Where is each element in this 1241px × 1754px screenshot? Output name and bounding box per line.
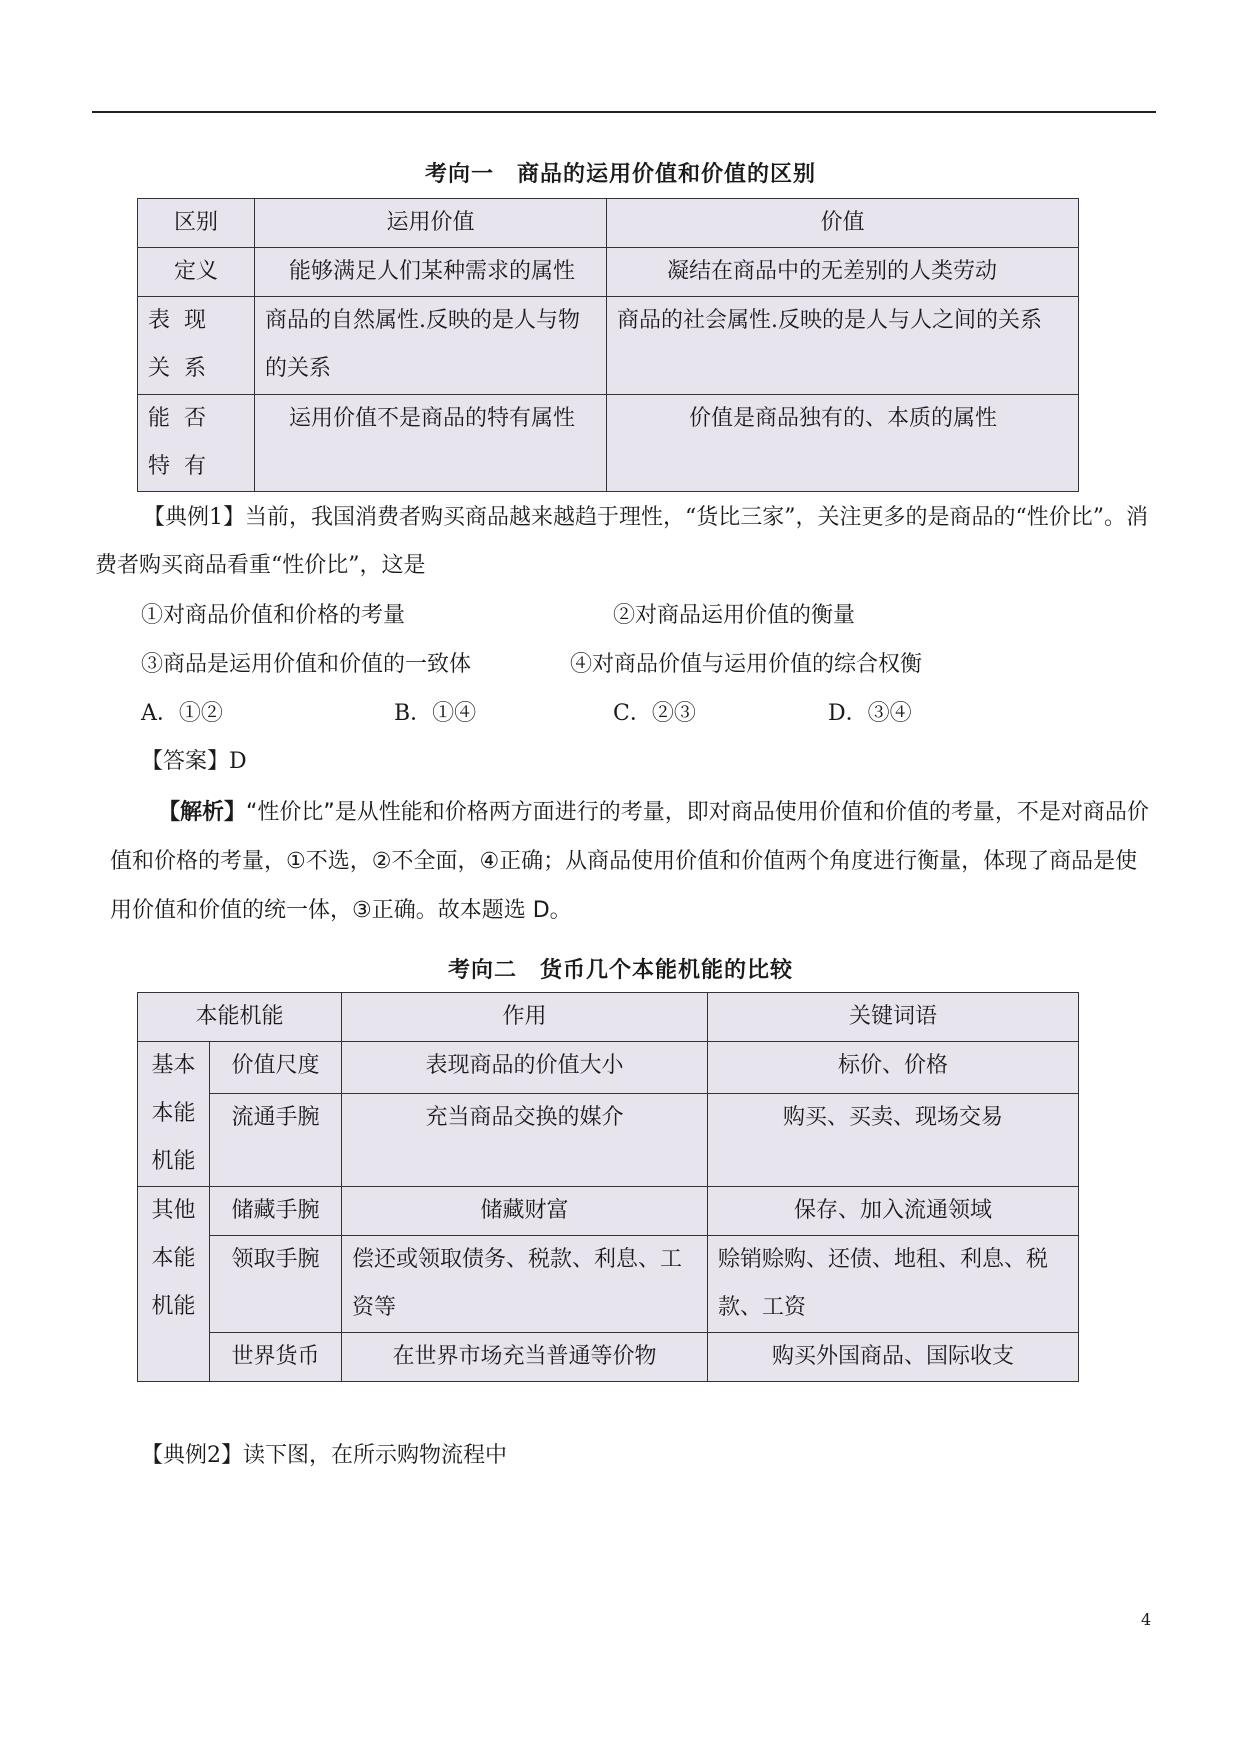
group-label-basic: 基本本能机能 xyxy=(138,1042,210,1187)
statement-4: ④对商品价值与运用价值的综合权衡 xyxy=(570,652,923,677)
function-keywords: 购买外国商品、国际收支 xyxy=(708,1333,1079,1382)
table-header: 价值 xyxy=(607,199,1079,248)
function-name: 储藏手腕 xyxy=(210,1187,342,1236)
table-cell: 商品的社会属性.反映的是人与人之间的关系 xyxy=(607,297,1079,395)
function-keywords: 购买、买卖、现场交易 xyxy=(708,1094,1079,1187)
example1-prompt: 【典例1】当前，我国消费者购买商品越来越趋于理性，“货比三家”，关注更多的是商品的“性价比”。消费者购买商品看重“性价比”，这是 xyxy=(95,505,1148,578)
statement-1: ①对商品价值和价格的考量 xyxy=(141,603,406,628)
group-label-other: 其他本能机能 xyxy=(138,1187,210,1382)
choice-a: A．①② xyxy=(141,701,223,726)
analysis xyxy=(110,788,1150,935)
function-effect: 表现商品的价值大小 xyxy=(342,1042,708,1094)
function-name: 世界货币 xyxy=(210,1333,342,1382)
table-cell: 商品的自然属性.反映的是人与物的关系 xyxy=(255,297,607,395)
statement-2: ②对商品运用价值的衡量 xyxy=(613,603,856,628)
table-header: 本能机能 xyxy=(138,993,342,1042)
table-cell: 能够满足人们某种需求的属性 xyxy=(255,248,607,297)
analysis-lead: 【解析】 xyxy=(158,800,247,825)
table-cell: 凝结在商品中的无差别的人类劳动 xyxy=(607,248,1079,297)
analysis-body: “性价比”是从性能和价格两方面进行的考量，即对商品使用价值和价值的考量，不是对商品价值和价格的考量，①不选，②不全面，④正确；从商品使用价值和价值两个角度进行衡量，体现了商品是使用价值和价值的统一体，③正确。故本题选 D。 xyxy=(110,800,1149,923)
table-cell: 价值是商品独有的、本质的属性 xyxy=(607,395,1079,492)
function-name: 领取手腕 xyxy=(210,1236,342,1333)
page-number: 4 xyxy=(1141,1610,1152,1629)
table-header: 区别 xyxy=(138,199,255,248)
section1-title: 考向一 商品的运用价值和价值的区别 xyxy=(424,162,816,187)
row-label: 定义 xyxy=(138,248,255,297)
row-label: 表现关系 xyxy=(138,297,255,395)
answer: 【答案】D xyxy=(141,749,247,774)
header-rule xyxy=(92,111,1156,113)
table-cell: 运用价值不是商品的特有属性 xyxy=(255,395,607,492)
function-effect: 偿还或领取债务、税款、利息、工资等 xyxy=(342,1236,708,1333)
table-header: 运用价值 xyxy=(255,199,607,248)
function-effect: 储藏财富 xyxy=(342,1187,708,1236)
example2-prompt: 【典例2】读下图，在所示购物流程中 xyxy=(141,1443,507,1468)
function-keywords: 保存、加入流通领域 xyxy=(708,1187,1079,1236)
function-name: 流通手腕 xyxy=(210,1094,342,1187)
function-effect: 充当商品交换的媒介 xyxy=(342,1094,708,1187)
row-label: 能否特有 xyxy=(138,395,255,492)
table-header: 关键词语 xyxy=(708,993,1079,1042)
choice-b: B．①④ xyxy=(394,701,477,726)
choice-d: D．③④ xyxy=(828,701,912,726)
money-functions-table xyxy=(137,992,1079,1382)
function-keywords: 赊销赊购、还债、地租、利息、税款、工资 xyxy=(708,1236,1079,1333)
table-header: 作用 xyxy=(342,993,708,1042)
choice-c: C．②③ xyxy=(613,701,696,726)
statement-3: ③商品是运用价值和价值的一致体 xyxy=(141,652,472,677)
function-name: 价值尺度 xyxy=(210,1042,342,1094)
function-effect: 在世界市场充当普通等价物 xyxy=(342,1333,708,1382)
use-value-vs-value-table xyxy=(137,198,1079,492)
section2-title: 考向二 货币几个本能机能的比较 xyxy=(447,958,793,983)
function-keywords: 标价、价格 xyxy=(708,1042,1079,1094)
